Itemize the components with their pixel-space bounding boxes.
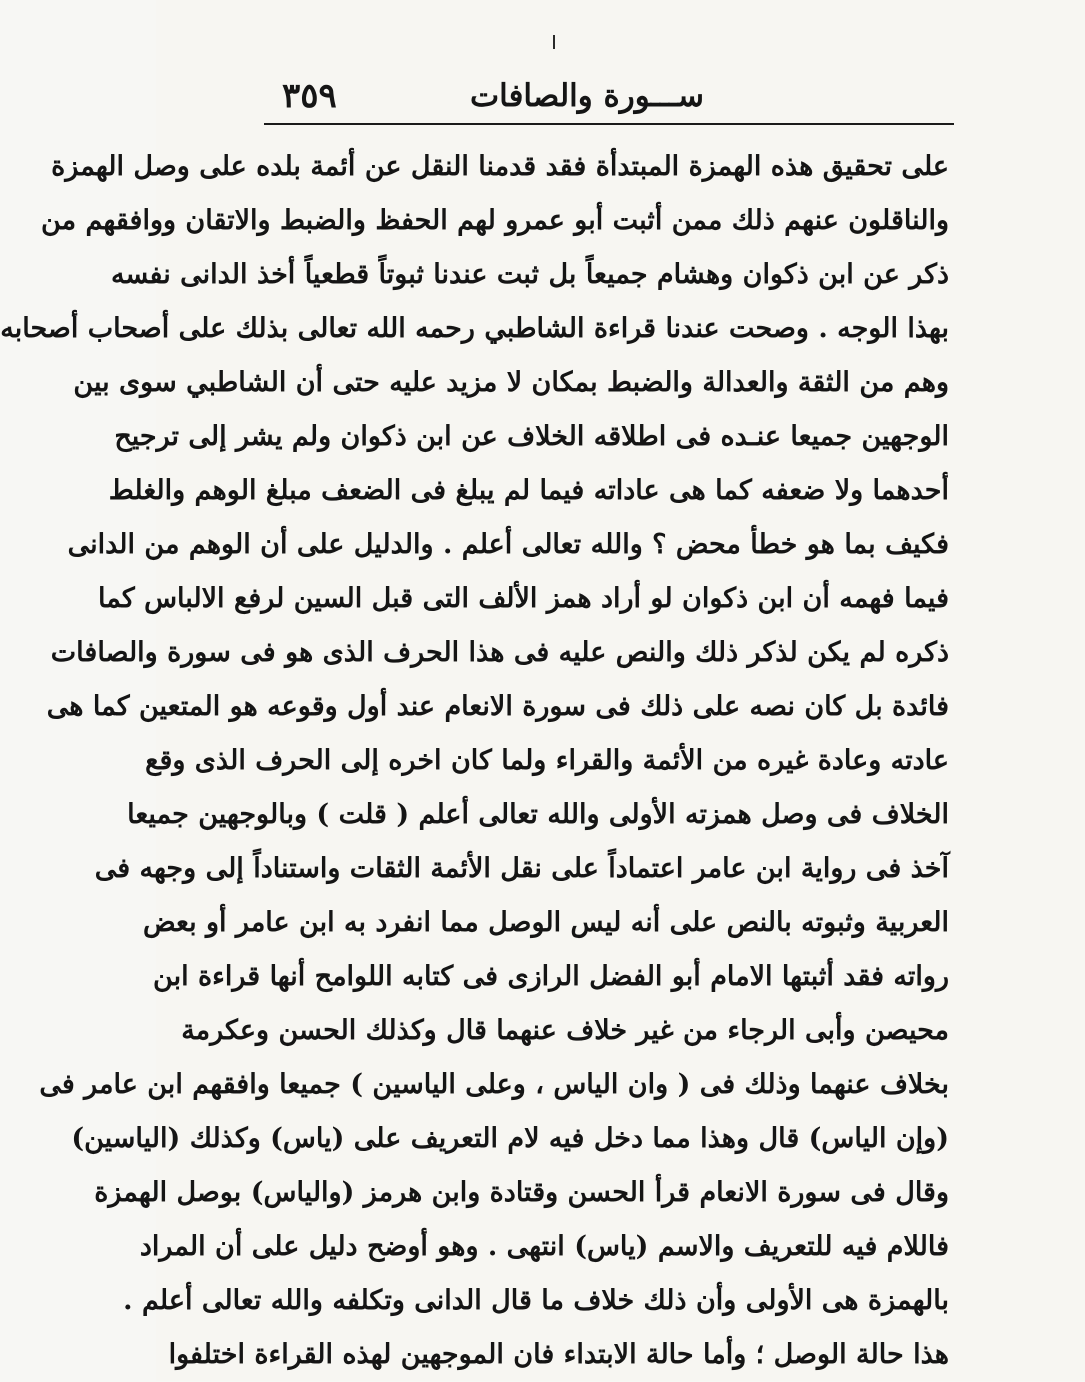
text-line: وقال فى سورة الانعام قرأ الحسن وقتادة وابن هرمز (والياس) بوصل الهمزة [94,1177,949,1208]
top-margin-mark [553,35,555,49]
text-line: الخلاف فى وصل همزته الأولى والله تعالى أعلم ( قلت ) وبالوجهين جميعا [127,799,949,830]
text-line: فائدة بل كان نصه على ذلك فى سورة الانعام عند أول وقوعه هو المتعين كما هى [46,691,949,722]
text-line: والناقلون عنهم ذلك ممن أثبت أبو عمرو لهم الحفظ والضبط والاتقان ووافقهم من [41,205,949,236]
page-header [264,68,954,124]
text-line: وهم من الثقة والعدالة والضبط بمكان لا مزيد عليه حتى أن الشاطبي سوى بين [73,367,949,398]
running-title: ســـورة والصافات [469,78,704,114]
text-line: ذكر عن ابن ذكوان وهشام جميعاً بل ثبت عندنا ثبوتاً قطعياً أخذ الدانى نفسه [110,259,949,290]
text-line: رواته فقد أثبتها الامام أبو الفضل الرازى فى كتابه اللوامح أنها قراءة ابن [153,961,949,992]
text-line: فكيف بما هو خطأ محض ؟ والله تعالى أعلم . والدليل على أن الوهم من الدانى [67,529,949,560]
text-line: أحدهما ولا ضعفه كما هى عاداته فيما لم يبلغ فى الضعف مبلغ الوهم والغلط [108,475,949,506]
text-line: آخذ فى رواية ابن عامر اعتماداً على نقل الأئمة الثقات واستناداً إلى وجهه فى [94,853,949,884]
main-text [0,140,949,1382]
text-line: محيصن وأبى الرجاء من غير خلاف عنهما قال وكذلك الحسن وعكرمة [181,1015,949,1046]
text-line: بخلاف عنهما وذلك فى ( وان الياس ، وعلى الياسين ) جميعا وافقهم ابن عامر فى [39,1069,949,1100]
page-number: ٣٥٩ [282,76,337,116]
text-line: فيما فهمه أن ابن ذكوان لو أراد همز الألف التى قبل السين لرفع الالباس كما [98,583,949,614]
text-line: بالهمزة هى الأولى وأن ذلك خلاف ما قال الدانى وتكلفه والله تعالى أعلم . [123,1285,949,1316]
text-line: الوجهين جميعا عنـده فى اطلاقه الخلاف عن ابن ذكوان ولم يشر إلى ترجيح [114,421,949,452]
text-line: (وإن الياس) قال وهذا مما دخل فيه لام التعريف على (ياس) وكذلك (الياسين) [71,1123,949,1154]
text-line: ذكره لم يكن لذكر ذلك والنص عليه فى هذا الحرف الذى هو فى سورة والصافات [50,637,949,668]
text-line: عادته وعادة غيره من الأئمة والقراء ولما كان اخره إلى الحرف الذى وقع [145,745,949,776]
header-rule [264,123,954,125]
text-line: بهذا الوجه . وصحت عندنا قراءة الشاطبي رحمه الله تعالى بذلك على أصحاب أصحابه [0,313,949,344]
text-line: على تحقيق هذه الهمزة المبتدأة فقد قدمنا النقل عن أئمة بلده على وصل الهمزة [51,151,949,182]
text-line: العربية وثبوته بالنص على أنه ليس الوصل مما انفرد به ابن عامر أو بعض [142,907,949,938]
text-line: هذا حالة الوصل ؛ وأما حالة الابتداء فان الموجهين لهذه القراءة اختلفوا [168,1339,949,1370]
text-line: فاللام فيه للتعريف والاسم (ياس) انتهى . وهو أوضح دليل على أن المراد [139,1231,949,1262]
